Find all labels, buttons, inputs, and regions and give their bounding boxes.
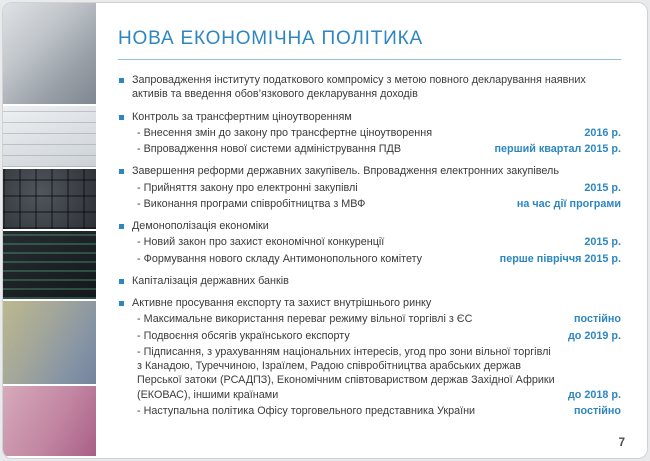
- calculator-keys-photo: [3, 169, 96, 231]
- sub-item: [137, 197, 621, 211]
- sub-item: [137, 126, 621, 140]
- banknotes-photo: [3, 301, 96, 386]
- sub-item-text: - Максимальне використання переваг режиму вільної торгівлі з ЄС: [137, 312, 472, 326]
- bullet-section: [118, 296, 621, 418]
- sub-item: [137, 312, 621, 326]
- date-label: 2015 р.: [584, 181, 621, 194]
- sub-item-text: - Формування нового складу Антимонопольного комітету: [137, 252, 422, 266]
- sub-item: [137, 181, 621, 195]
- photo-collage: [3, 3, 96, 458]
- bullet-square-icon: [119, 169, 124, 174]
- sub-item-text: - Виконання програми співробітництва з МВФ: [137, 197, 365, 211]
- bullet-text: Капіталізація державних банків: [132, 274, 289, 287]
- bullet-text: Завершення реформи державних закупівель. Впровадження електронних закупівель: [132, 165, 559, 178]
- date-label: 2016 р.: [584, 126, 621, 139]
- bullet-section: [118, 164, 621, 211]
- bullet-square-icon: [119, 301, 124, 306]
- bullet-square-icon: [119, 279, 124, 284]
- bullet-text: Демонополізація економіки: [132, 220, 269, 232]
- date-label: постійно: [573, 313, 621, 326]
- desk-calculator-photo: [3, 3, 96, 106]
- sub-item-text: - Внесення змін до закону про трансфертне ціноутворення: [137, 126, 432, 140]
- bullet-section: [118, 219, 621, 266]
- date-label: на час дії програми: [516, 197, 621, 210]
- sub-item-text: - Прийняття закону про електронні закупівлі: [137, 181, 358, 195]
- bullet-text: Контроль за трансфертним ціноутворенням: [132, 110, 352, 123]
- sub-item: [137, 404, 621, 418]
- bullet-section: [118, 110, 621, 157]
- bullet-section: [118, 73, 621, 102]
- sub-item-text: - Наступальна політика Офісу торговельного представника України: [137, 404, 475, 418]
- date-label: постійно: [573, 404, 621, 417]
- line-chart-photo: [3, 106, 96, 169]
- title-underline: [118, 59, 621, 60]
- bullet-text: Активне просування експорту та захист внутрішнього ринку: [132, 297, 432, 309]
- date-label: до 2018 р.: [567, 388, 621, 401]
- date-label: перший квартал 2015 р.: [494, 143, 621, 155]
- digits-display-photo: [3, 231, 96, 301]
- bullet-square-icon: [119, 224, 124, 229]
- date-label: перше півріччя 2015 р.: [499, 252, 621, 265]
- sub-item-text: - Новий закон про захист економічної конкуренції: [137, 235, 384, 249]
- slide-content: [118, 3, 621, 458]
- bullet-text: Запровадження інституту податкового компромісу з метою повного декларування наявних активів та введення обов’язкового декларування доходів: [132, 74, 586, 101]
- sub-item-text: - Підписання, з урахуванням національних інтересів, угод про зони вільної торгівлі з Канадою, Туреччиною, Ізраїлем, Радою співробітництва арабських держав Перської затоки (РСАДПЗ), Економічним співтовариством держав Західної Африки (ЕКОВАС), іншими країнами: [137, 345, 556, 402]
- sub-item: [137, 329, 621, 343]
- sub-item-text: - Впровадження нової системи адміністрування ПДВ: [137, 142, 401, 156]
- bullet-square-icon: [119, 115, 124, 120]
- page-number: 7: [618, 437, 625, 449]
- date-label: 2015 р.: [584, 236, 621, 249]
- bullet-list: [118, 73, 621, 418]
- sub-item-text: - Подвоєння обсягів українського експорту: [137, 329, 350, 343]
- slide-card: [2, 2, 648, 459]
- sub-item: [137, 345, 621, 402]
- date-label: до 2019 р.: [567, 329, 621, 342]
- pink-banknotes-photo: [3, 386, 96, 458]
- bullet-square-icon: [119, 78, 124, 83]
- sub-item: [137, 235, 621, 249]
- sub-item: [137, 252, 621, 266]
- sub-item: [137, 142, 621, 156]
- bullet-section: [118, 274, 621, 288]
- slide-title: НОВА ЕКОНОМІЧНА ПОЛІТИКА: [118, 28, 423, 49]
